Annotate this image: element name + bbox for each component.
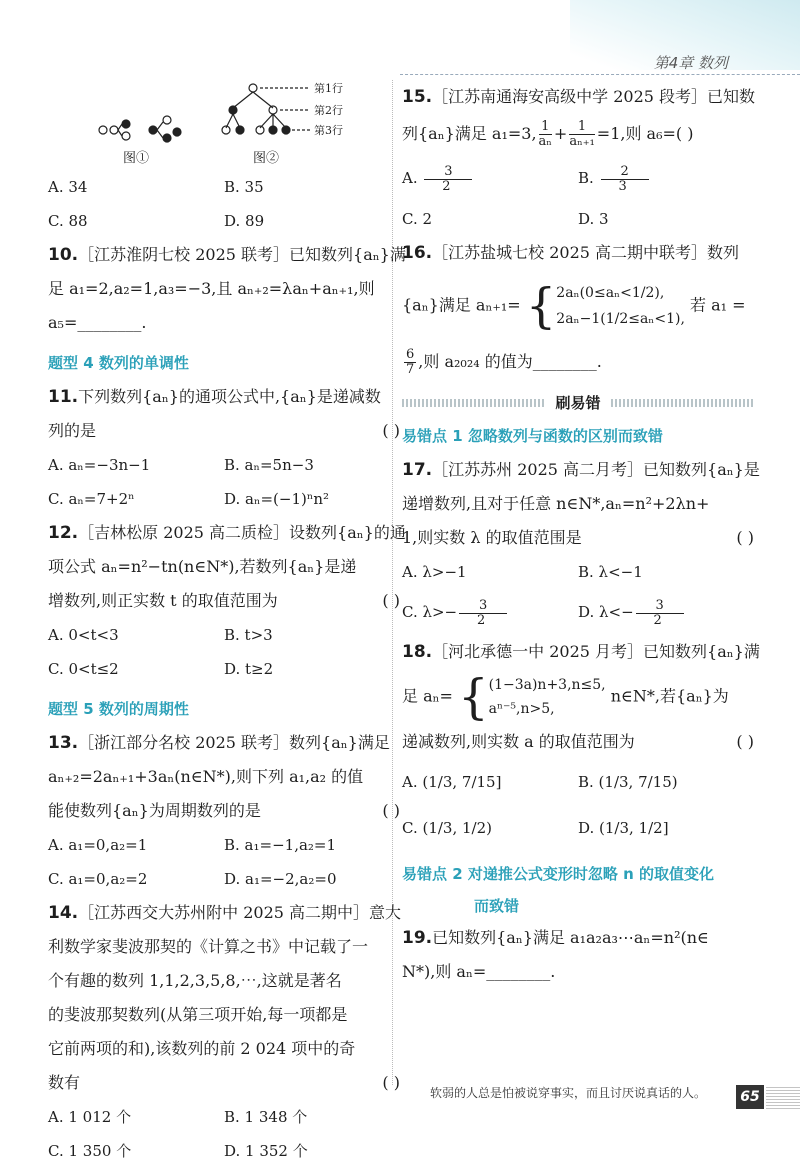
chapter-header: 第4章 数列: [653, 54, 728, 72]
q12-answer-paren: ( ): [382, 591, 400, 610]
q17-line-1: [402, 453, 760, 487]
q16-text-1: ［江苏盐城七校 2025 高二期中联考］数列: [432, 243, 740, 262]
q12-text-3: 增数列,则正实数 t 的取值范围为: [48, 591, 278, 610]
q14-line-1: [48, 896, 400, 930]
error-band-title: 刷易错: [555, 394, 601, 412]
q9-option-a[interactable]: A. 34: [48, 178, 88, 196]
section-5-title: 题型 5 数列的周期性: [48, 700, 189, 718]
q14-text-4: 的斐波那契数列(从第三项开始,每一项都是: [48, 1005, 348, 1024]
figure: [48, 80, 400, 170]
q17-options-2: [402, 589, 754, 635]
q13-text-3: 能使数列{aₙ}为周期数列的是: [48, 801, 261, 820]
q17-option-c-label: C. λ>−: [402, 603, 458, 621]
q16-frac-den: 7: [406, 362, 415, 377]
page-number-dots: [766, 1085, 800, 1109]
q12-option-b[interactable]: B. t>3: [224, 626, 273, 644]
q12-number: 12.: [48, 523, 79, 543]
q13-text-1: ［浙江部分名校 2025 联考］数列{aₙ}满足: [78, 733, 390, 752]
q11-answer-paren: ( ): [382, 421, 400, 440]
q16-line-1: [402, 236, 754, 270]
q13-options: [48, 828, 400, 862]
footer-quote: 软弱的人总是怕被说穿事实，而且讨厌说真话的人。: [430, 1086, 707, 1100]
q16-brace: {: [525, 278, 557, 334]
q14-option-c[interactable]: C. 1 350 个: [48, 1142, 132, 1160]
error-point-1-title: 易错点 1 忽略数列与函数的区别而致错: [402, 427, 663, 445]
q15-option-d[interactable]: D. 3: [578, 210, 609, 228]
row-3-label: 第3行: [314, 124, 343, 137]
q17-option-c[interactable]: [402, 589, 578, 635]
right-column: [402, 80, 760, 989]
q15-frac-2: [569, 120, 594, 149]
q17-option-d[interactable]: [578, 589, 754, 635]
q16-post: 若 a₁ =: [690, 295, 746, 315]
q14-number: 14.: [48, 903, 79, 923]
error-point-2-title-cont: 而致错: [474, 897, 520, 915]
q18-option-d[interactable]: D. (1/3, 1/2]: [578, 819, 669, 837]
q18-number: 18.: [402, 642, 433, 662]
q15-option-b-frac: [601, 165, 689, 194]
q11-options-2: [48, 482, 400, 516]
tree-figure: [48, 80, 400, 170]
q16-case-1: 2aₙ(0≤aₙ<1/2),: [556, 285, 665, 301]
q11-text-2: 列的是: [48, 421, 97, 440]
q16-line-3: [402, 342, 754, 382]
q12-option-d[interactable]: D. t≥2: [224, 660, 274, 678]
q18-case-list: [489, 673, 606, 721]
q15-frac-1-num: 1: [539, 120, 552, 135]
q9-options-2: [48, 204, 400, 238]
q17-line-3: [402, 521, 754, 555]
q15-option-a[interactable]: [402, 154, 578, 202]
q11-option-d[interactable]: D. aₙ=(−1)ⁿn²: [224, 490, 330, 508]
q14-text-3: 个有趣的数列 1,1,2,3,5,8,⋯,这就是著名: [48, 971, 342, 990]
q18-line-1: [402, 635, 760, 669]
q14-options: [48, 1100, 400, 1134]
q15-frac-1: [539, 120, 552, 149]
q11-options: [48, 448, 400, 482]
q11-option-b[interactable]: B. aₙ=5n−3: [224, 456, 314, 474]
q18-option-a[interactable]: A. (1/3, 7/15]: [402, 773, 502, 791]
q10-number: 10.: [48, 245, 79, 265]
q14-option-a[interactable]: A. 1 012 个: [48, 1108, 132, 1126]
q12-line-1: [48, 516, 406, 550]
q19-line-1: [402, 921, 754, 955]
q15-text-2a: 列{aₙ}满足 a₁=3,: [402, 124, 537, 143]
q13-options-2: [48, 862, 400, 896]
q15-b-den: 3: [618, 178, 627, 194]
q9-option-b[interactable]: B. 35: [224, 178, 264, 196]
q14-options-2: [48, 1134, 400, 1168]
q17-d-den: 2: [653, 612, 662, 628]
q13-line-3: [48, 794, 400, 828]
q18-brace: {: [458, 669, 489, 725]
q17-option-b[interactable]: B. λ<−1: [578, 563, 643, 581]
q9-option-d[interactable]: D. 89: [224, 212, 265, 230]
row-1-label: 第1行: [314, 82, 343, 95]
q19-number: 19.: [402, 928, 433, 948]
q15-options: [402, 154, 754, 202]
q14-option-d[interactable]: D. 1 352 个: [224, 1142, 308, 1160]
q15-a-num: 3: [424, 165, 472, 180]
error-band-bar-left: [402, 399, 546, 407]
q11-number: 11.: [48, 387, 79, 407]
q15-frac-1-den: aₙ: [538, 134, 552, 149]
q11-line-1: [48, 380, 400, 414]
q18-case-2: aⁿ⁻⁵,n>5,: [488, 701, 555, 717]
q17-options: [402, 555, 754, 589]
q14-text-6: 数有: [48, 1073, 81, 1092]
page-number: 65: [736, 1085, 764, 1109]
q16-cases: [526, 280, 685, 332]
q18-option-b[interactable]: B. (1/3, 7/15): [578, 773, 678, 791]
q15-frac-2-den: aₙ₊₁: [569, 134, 595, 149]
q15-option-a-label: A.: [402, 169, 418, 187]
q18-post: n∈N*,若{aₙ}为: [610, 686, 729, 706]
q18-options: [402, 759, 754, 805]
q13-line-1: [48, 726, 400, 760]
q16-pre: {aₙ}满足 aₙ₊₁=: [402, 295, 521, 315]
q12-text-1: ［吉林松原 2025 高二质检］设数列{aₙ}的通: [78, 523, 406, 542]
q11-option-c[interactable]: C. aₙ=7+2ⁿ: [48, 490, 135, 508]
q17-answer-paren: ( ): [736, 528, 754, 547]
q13-answer-paren: ( ): [382, 801, 400, 820]
q18-text-3: 递减数列,则实数 a 的取值范围为: [402, 732, 635, 751]
q16-case-2: 2aₙ−1(1/2≤aₙ<1),: [556, 311, 685, 327]
q14-line-6: [48, 1066, 400, 1100]
q17-number: 17.: [402, 460, 433, 480]
q13-option-c[interactable]: C. a₁=0,a₂=2: [48, 870, 148, 888]
q10-line-1: [48, 238, 406, 272]
q14-option-b[interactable]: B. 1 348 个: [224, 1108, 308, 1126]
q10-text-3: a₅=________.: [48, 313, 147, 332]
q18-option-c[interactable]: C. (1/3, 1/2): [402, 819, 492, 837]
q15-b-num: 2: [601, 165, 649, 180]
left-column: [48, 80, 406, 1168]
header-rule: [400, 74, 800, 75]
row-2-label: 第2行: [314, 104, 343, 117]
q14-text-2: 利数学家斐波那契的《计算之书》中记载了一: [48, 937, 369, 956]
q16-frac: [404, 348, 416, 377]
q18-options-2: [402, 805, 754, 851]
error-band: [402, 392, 754, 413]
q14-answer-paren: ( ): [382, 1073, 400, 1092]
q13-option-a[interactable]: A. a₁=0,a₂=1: [48, 836, 148, 854]
q16-number: 16.: [402, 243, 433, 263]
q17-text-1: ［江苏苏州 2025 高二月考］已知数列{aₙ}是: [432, 460, 760, 479]
q15-a-den: 2: [442, 178, 451, 194]
q9-options: [48, 170, 400, 204]
q18-answer-paren: ( ): [736, 732, 754, 751]
q15-number: 15.: [402, 87, 433, 107]
q11-line-2: [48, 414, 400, 448]
q19-text-2: N*),则 aₙ=________.: [402, 962, 556, 981]
q17-c-frac: [459, 599, 547, 628]
q17-text-3: 1,则实数 λ 的取值范围是: [402, 528, 582, 547]
q18-line-2: [402, 669, 754, 725]
q11-text-1: 下列数列{aₙ}的通项公式中,{aₙ}是递减数: [78, 387, 381, 406]
q9-option-c[interactable]: C. 88: [48, 212, 88, 230]
q11-option-a[interactable]: A. aₙ=−3n−1: [48, 456, 151, 474]
q17-d-num: 3: [636, 599, 684, 614]
q13-text-2: aₙ₊₂=2aₙ₊₁+3aₙ(n∈N*),则下列 a₁,a₂ 的值: [48, 767, 364, 786]
q12-text-2: 项公式 aₙ=n²−tn(n∈N*),若数列{aₙ}是递: [48, 557, 357, 576]
q15-options-2: [402, 202, 754, 236]
q15-line-2: [402, 114, 754, 154]
q15-option-b-label: B.: [578, 169, 594, 187]
figure-2-caption: 图②: [253, 151, 280, 166]
q18-case-1: (1−3a)n+3,n≤5,: [488, 677, 606, 693]
q17-text-2: 递增数列,且对于任意 n∈N*,aₙ=n²+2λn+: [402, 494, 710, 513]
q18-text-1: ［河北承德一中 2025 月考］已知数列{aₙ}满: [432, 642, 760, 661]
q12-options: [48, 618, 400, 652]
q12-option-a[interactable]: A. 0<t<3: [48, 626, 119, 644]
q13-option-d[interactable]: D. a₁=−2,a₂=0: [224, 870, 337, 888]
q10-text-1: ［江苏淮阴七校 2025 联考］已知数列{aₙ}满: [78, 245, 406, 264]
q18-cases: [458, 669, 606, 725]
q10-text-2: 足 a₁=2,a₂=1,a₃=−3,且 aₙ₊₂=λaₙ+aₙ₊₁,则: [48, 279, 375, 298]
q15-option-b[interactable]: [578, 154, 754, 202]
q15-text-2b: =1,则 a₆=( ): [596, 124, 694, 143]
q17-c-den: 2: [476, 612, 486, 628]
error-band-bar-right: [611, 399, 755, 407]
figure-1-caption: 图①: [123, 151, 150, 166]
q16-text-3: ,则 a₂₀₂₄ 的值为________.: [418, 352, 602, 371]
q13-option-b[interactable]: B. a₁=−1,a₂=1: [224, 836, 337, 854]
q17-d-frac: [636, 599, 724, 628]
q18-pre: 足 aₙ=: [402, 686, 453, 706]
q15-frac-2-num: 1: [569, 120, 594, 135]
q15-option-c[interactable]: C. 2: [402, 210, 433, 228]
q16-case-list: [556, 280, 685, 332]
q14-text-1: ［江苏西交大苏州附中 2025 高二期中］意大: [78, 903, 402, 922]
error-point-2-title: 易错点 2 对递推公式变形时忽略 n 的取值变化: [402, 865, 715, 883]
q13-number: 13.: [48, 733, 79, 753]
q15-text-1: ［江苏南通海安高级中学 2025 段考］已知数: [432, 87, 756, 106]
q16-frac-num: 6: [406, 347, 415, 362]
q15-line-1: [402, 80, 754, 114]
section-4-title: 题型 4 数列的单调性: [48, 354, 189, 372]
q19-text-1: 已知数列{aₙ}满足 a₁a₂a₃⋯aₙ=n²(n∈: [432, 928, 709, 947]
q15-plus: +: [553, 124, 568, 143]
q12-option-c[interactable]: C. 0<t≤2: [48, 660, 119, 678]
q16-line-2: [402, 280, 754, 332]
q15-option-a-frac: [424, 165, 512, 194]
q17-option-d-label: D. λ<−: [578, 603, 634, 621]
q17-c-num: 3: [459, 599, 507, 614]
q12-options-2: [48, 652, 400, 686]
q18-line-3: [402, 725, 754, 759]
q17-option-a[interactable]: A. λ>−1: [402, 563, 467, 581]
q12-line-3: [48, 584, 400, 618]
q14-text-5: 它前两项的和),该数列的前 2 024 项中的奇: [48, 1039, 356, 1058]
